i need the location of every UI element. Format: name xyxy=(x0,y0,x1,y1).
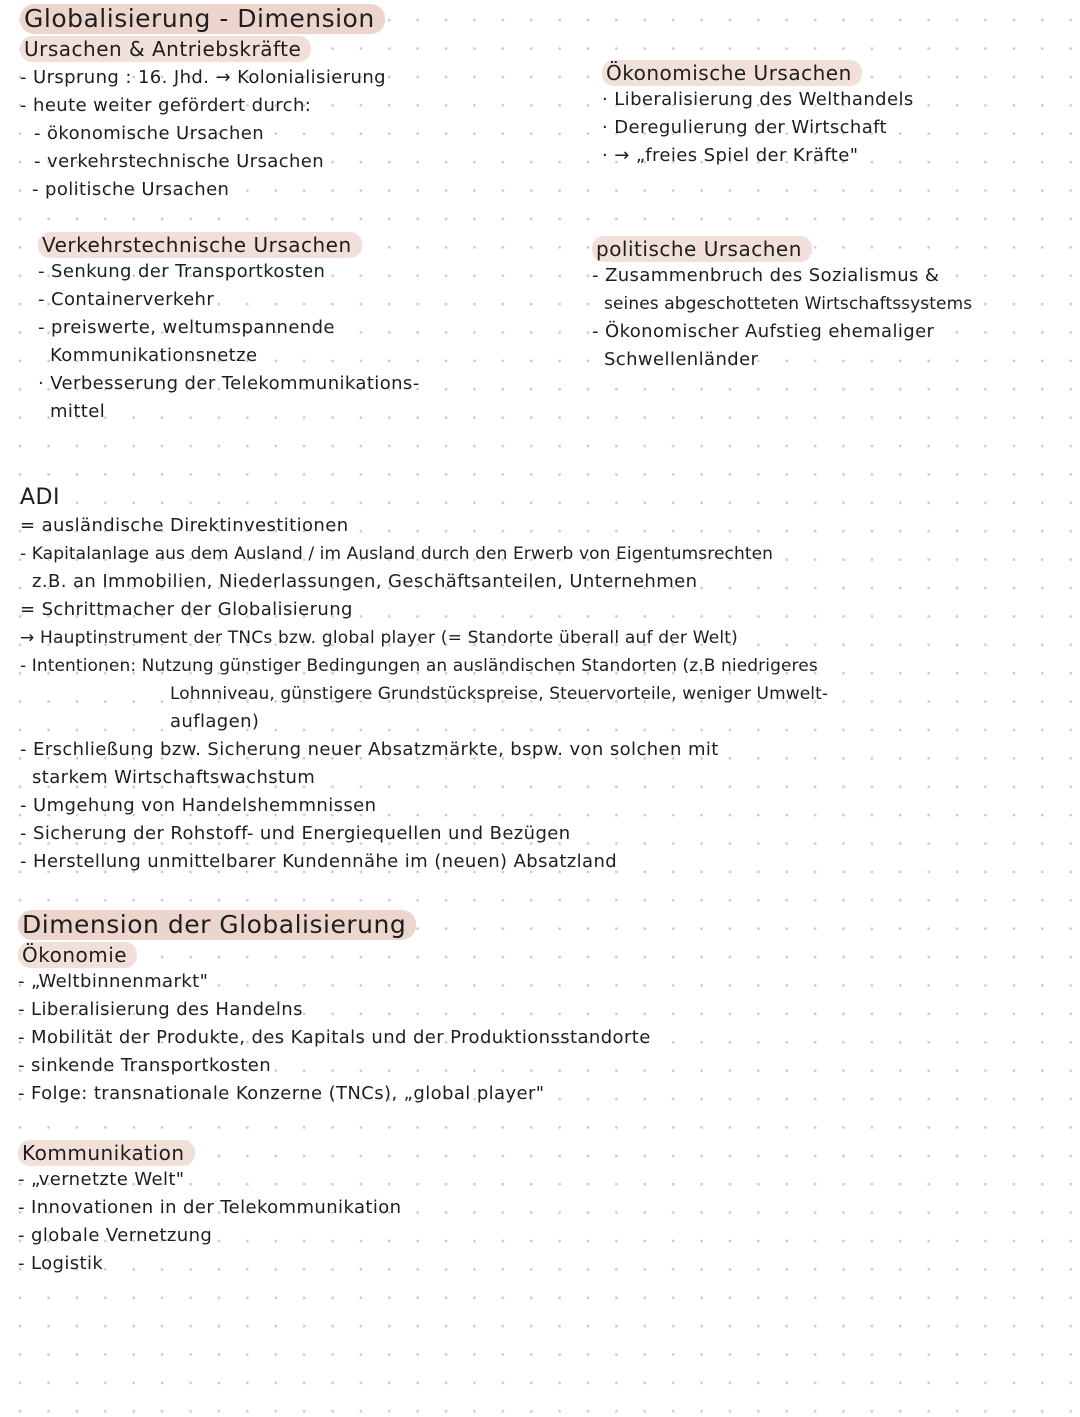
list-item: - Liberalisierung des Handelns xyxy=(18,999,303,1020)
list-item: = Schrittmacher der Globalisierung xyxy=(20,599,353,620)
list-item: - verkehrstechnische Ursachen xyxy=(34,151,325,172)
list-item: - Ursprung : 16. Jhd. → Kolonialisierung xyxy=(20,67,386,88)
list-item: seines abgeschotteten Wirtschaftssystems xyxy=(604,294,973,314)
adi-block xyxy=(20,484,828,876)
oekonomische-ursachen-block xyxy=(602,60,914,170)
list-item: - Intentionen: Nutzung günstiger Bedingungen an ausländischen Standorten (z.B niedrigeres xyxy=(20,656,818,676)
list-item: → Hauptinstrument der TNCs bzw. global player (= Standorte überall auf der Welt) xyxy=(20,628,738,648)
list-item: starkem Wirtschaftswachstum xyxy=(32,767,316,788)
list-item: - „vernetzte Welt" xyxy=(18,1169,185,1190)
section-heading: ADI xyxy=(20,485,60,510)
list-item: · → „freies Spiel der Kräfte" xyxy=(602,145,859,166)
list-item: - Erschließung bzw. Sicherung neuer Absatzmärkte, bspw. von solchen mit xyxy=(20,739,719,760)
section-heading: Verkehrstechnische Ursachen xyxy=(38,232,362,258)
list-item: - Kapitalanlage aus dem Ausland / im Ausland durch den Erwerb von Eigentumsrechten xyxy=(20,544,774,564)
list-item: - sinkende Transportkosten xyxy=(18,1055,272,1076)
list-item: - Sicherung der Rohstoff- und Energiequellen und Bezügen xyxy=(20,823,571,844)
list-item: - ökonomische Ursachen xyxy=(34,123,265,144)
section-heading: Kommunikation xyxy=(18,1140,195,1166)
list-item: z.B. an Immobilien, Niederlassungen, Geschäftsanteilen, Unternehmen xyxy=(32,571,698,592)
list-item: · Liberalisierung des Welthandels xyxy=(602,89,914,110)
page-title: Globalisierung - Dimension xyxy=(20,4,385,34)
list-item: - Zusammenbruch des Sozialismus & xyxy=(592,265,940,286)
section-heading: Ökonomie xyxy=(18,942,137,968)
list-item: · Deregulierung der Wirtschaft xyxy=(602,117,888,138)
list-item: mittel xyxy=(50,401,106,422)
list-item: Lohnniveau, günstigere Grundstückspreise, Steuervorteile, weniger Umwelt- xyxy=(170,684,829,704)
page-subtitle: Ursachen & Antriebskräfte xyxy=(20,36,311,62)
kommunikation-block xyxy=(18,1140,401,1278)
section-title: Dimension der Globalisierung xyxy=(18,910,416,940)
section-heading: Ökonomische Ursachen xyxy=(602,60,862,86)
list-item: - „Weltbinnenmarkt" xyxy=(18,971,209,992)
list-item: - Innovationen in der Telekommunikation xyxy=(18,1197,402,1218)
politische-ursachen-block xyxy=(592,236,972,374)
verkehrstechnische-ursachen-block xyxy=(38,232,420,426)
list-item: - Ökonomischer Aufstieg ehemaliger xyxy=(592,321,935,342)
list-item: - Folge: transnationale Konzerne (TNCs), „global player" xyxy=(18,1083,545,1104)
list-item: - Umgehung von Handelshemmnissen xyxy=(20,795,377,816)
header-list xyxy=(20,64,386,204)
list-item: auflagen) xyxy=(170,711,260,732)
header-block xyxy=(20,4,386,204)
list-item: = ausländische Direktinvestitionen xyxy=(20,515,349,536)
list-item: - heute weiter gefördert durch: xyxy=(20,95,312,116)
list-item: - preiswerte, weltumspannende xyxy=(38,317,335,338)
list-item: Schwellenländer xyxy=(604,349,759,370)
list-item: - Logistik xyxy=(18,1253,104,1274)
list-item: - Senkung der Transportkosten xyxy=(38,261,326,282)
list-item: - Mobilität der Produkte, des Kapitals und der Produktionsstandorte xyxy=(18,1027,651,1048)
list-item: - globale Vernetzung xyxy=(18,1225,213,1246)
section-heading: politische Ursachen xyxy=(592,236,812,262)
list-item: - Herstellung unmittelbarer Kundennähe im (neuen) Absatzland xyxy=(20,851,618,872)
list-item: - politische Ursachen xyxy=(32,179,230,200)
list-item: · Verbesserung der Telekommunikations- xyxy=(38,373,420,394)
list-item: Kommunikationsnetze xyxy=(50,345,258,366)
list-item: - Containerverkehr xyxy=(38,289,215,310)
dimension-block xyxy=(18,910,651,1108)
